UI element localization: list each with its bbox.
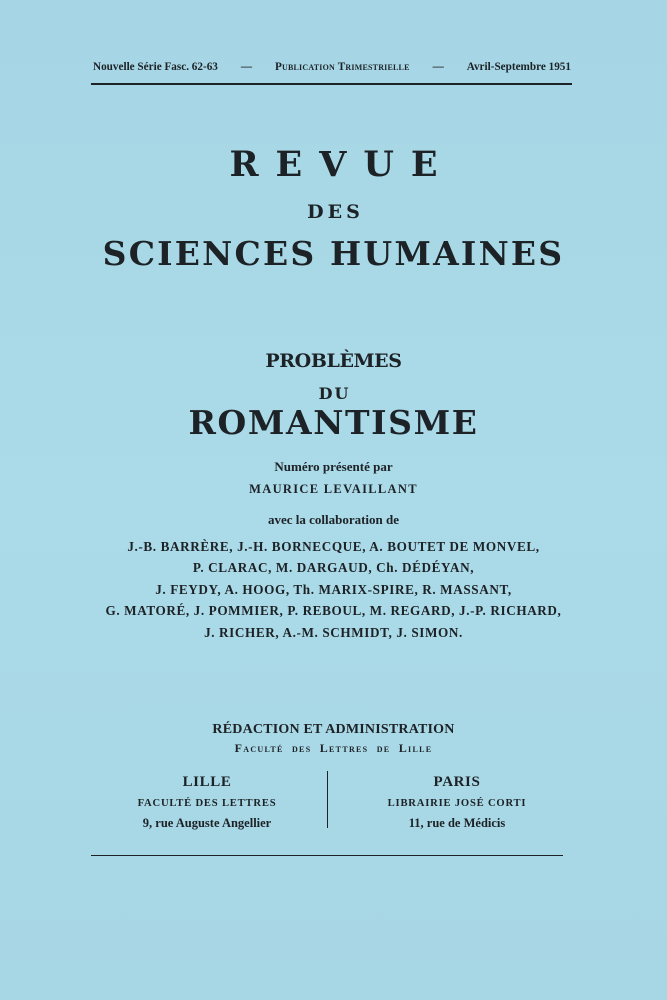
paris-address-block [337,773,577,832]
paris-address: 11, rue de Médicis [408,816,506,830]
contributors-line: G. MATORÉ, J. POMMIER, P. REBOUL, M. REGARD, J.-P. RICHARD, [105,603,562,619]
title-sciences-humaines: SCIENCES HUMAINES [102,234,565,273]
contributors-line: J.-B. BARRÈRE, J.-H. BORNECQUE, A. BOUTET DE MONVEL, [127,539,540,554]
publication-period: Avril-Septembre 1951 [466,61,571,73]
header-dash: — [432,61,444,73]
paris-institution: LIBRAIRIE JOSÉ CORTI [387,798,527,809]
lille-city: LILLE [182,774,232,790]
header-rule [91,83,572,85]
footer-rule [91,855,563,856]
presented-by-label: Numéro présenté par [274,459,393,474]
issue-title-romantisme: ROMANTISME [188,403,479,442]
contributors-line: P. CLARAC, M. DARGAUD, Ch. DÉDÉYAN, [192,560,475,576]
contributors-line: J. RICHER, A.-M. SCHMIDT, J. SIMON. [204,624,463,640]
issue-title-du: DU [318,384,351,403]
administration-subtitle: Faculté des Lettres de Lille [234,741,433,755]
administration-title: RÉDACTION ET ADMINISTRATION [212,722,455,737]
lille-institution: FACULTÉ DES LETTRES [137,798,277,809]
editor-name: MAURICE LEVAILLANT [249,482,418,496]
title-des: DES [307,201,364,223]
collaboration-label: avec la collaboration de [267,512,400,527]
paris-city: PARIS [433,774,481,790]
title-revue: REVUE [229,144,455,185]
address-divider [327,771,328,828]
header-dash: — [240,61,253,73]
issue-header-line [93,61,571,73]
contributors-list [0,536,667,643]
lille-address: 9, rue Auguste Angellier [142,816,272,830]
publication-frequency: Publication Trimestrielle [274,61,410,73]
contributors-line: J. FEYDY, A. HOOG, Th. MARIX-SPIRE, R. MASSANT, [155,581,512,597]
lille-address-block [87,773,327,832]
series-fascicle: Nouvelle Série Fasc. 62-63 [93,61,218,73]
issue-title-problemes: PROBLÈMES [265,350,402,372]
